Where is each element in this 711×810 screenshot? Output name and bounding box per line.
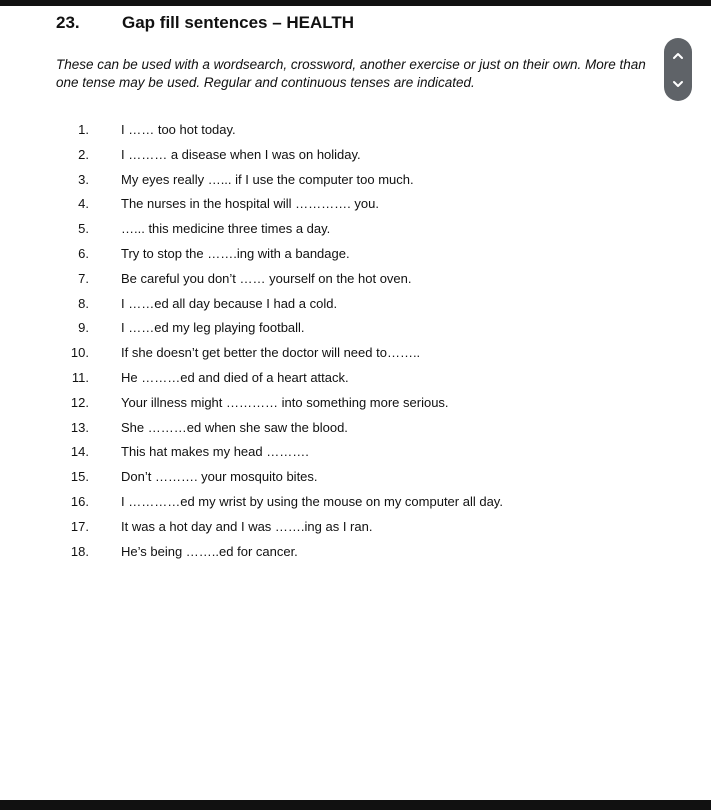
item-sentence: I …………ed my wrist by using the mouse on my computer all day. xyxy=(121,493,503,509)
list-item xyxy=(0,221,711,246)
item-sentence: Try to stop the …….ing with a bandage. xyxy=(121,245,350,261)
chevron-up-icon xyxy=(672,50,684,62)
item-number: 10. xyxy=(70,345,89,361)
item-sentence: He ………ed and died of a heart attack. xyxy=(121,369,349,385)
item-sentence: I ……ed all day because I had a cold. xyxy=(121,295,338,311)
top-border xyxy=(0,0,711,6)
item-number: 3. xyxy=(78,171,89,187)
item-number: 11. xyxy=(71,369,89,385)
item-number: 12. xyxy=(70,394,89,410)
item-sentence: My eyes really …... if I use the computer too much. xyxy=(121,171,414,187)
item-number: 7. xyxy=(78,270,89,286)
intro-paragraph: These can be used with a wordsearch, crossword, another exercise or just on their own. More than one tense may be used. Regular and continuous tenses are indicated. xyxy=(56,57,646,90)
list-item xyxy=(0,469,711,494)
item-sentence: If she doesn’t get better the doctor will need to…….. xyxy=(121,345,421,361)
list-item xyxy=(0,320,711,345)
exercise-number: 23. xyxy=(56,13,80,32)
list-item xyxy=(0,519,711,544)
list-item xyxy=(0,420,711,445)
page-title xyxy=(56,13,656,35)
item-number: 8. xyxy=(78,295,89,311)
item-sentence: This hat makes my head ………. xyxy=(121,444,309,460)
bottom-border xyxy=(0,800,711,810)
scroll-up-button[interactable] xyxy=(664,42,692,70)
list-item xyxy=(0,271,711,296)
list-item xyxy=(0,544,711,569)
item-number: 4. xyxy=(78,196,89,212)
item-number: 17. xyxy=(70,518,89,534)
list-item xyxy=(0,395,711,420)
list-item xyxy=(0,370,711,395)
item-sentence: I …… too hot today. xyxy=(121,122,236,137)
list-item xyxy=(0,345,711,370)
item-number: 14. xyxy=(70,444,89,460)
list-item xyxy=(0,246,711,271)
item-sentence: …... this medicine three times a day. xyxy=(121,221,331,237)
item-number: 16. xyxy=(70,493,89,509)
item-sentence: I ……… a disease when I was on holiday. xyxy=(121,146,361,162)
chevron-down-icon xyxy=(672,78,684,90)
item-sentence: He’s being ……..ed for cancer. xyxy=(121,543,298,559)
item-sentence: I ……ed my leg playing football. xyxy=(121,320,305,336)
item-sentence: She ………ed when she saw the blood. xyxy=(121,419,348,435)
list-item xyxy=(0,172,711,197)
item-number: 13. xyxy=(70,419,89,435)
list-item xyxy=(0,196,711,221)
list-item xyxy=(0,494,711,519)
item-sentence: Be careful you don’t …… yourself on the hot oven. xyxy=(121,270,412,286)
item-number: 1. xyxy=(78,122,89,137)
list-item xyxy=(0,296,711,321)
sentence-list xyxy=(0,122,711,568)
item-number: 2. xyxy=(78,146,89,162)
item-sentence: Your illness might ………… into something more serious. xyxy=(121,394,449,410)
list-item xyxy=(0,147,711,172)
list-item xyxy=(0,444,711,469)
item-sentence: The nurses in the hospital will …………. you. xyxy=(121,196,379,212)
item-number: 15. xyxy=(70,469,89,485)
item-number: 6. xyxy=(78,245,89,261)
item-sentence: It was a hot day and I was …….ing as I ran. xyxy=(121,518,373,534)
item-number: 5. xyxy=(78,221,89,237)
item-number: 9. xyxy=(78,320,89,336)
item-number: 18. xyxy=(70,543,89,559)
exercise-title: Gap fill sentences – HEALTH xyxy=(122,13,355,32)
page-scroller xyxy=(664,38,692,101)
list-item xyxy=(0,122,711,147)
scroll-down-button[interactable] xyxy=(664,70,692,98)
item-sentence: Don’t ………. your mosquito bites. xyxy=(121,469,318,485)
